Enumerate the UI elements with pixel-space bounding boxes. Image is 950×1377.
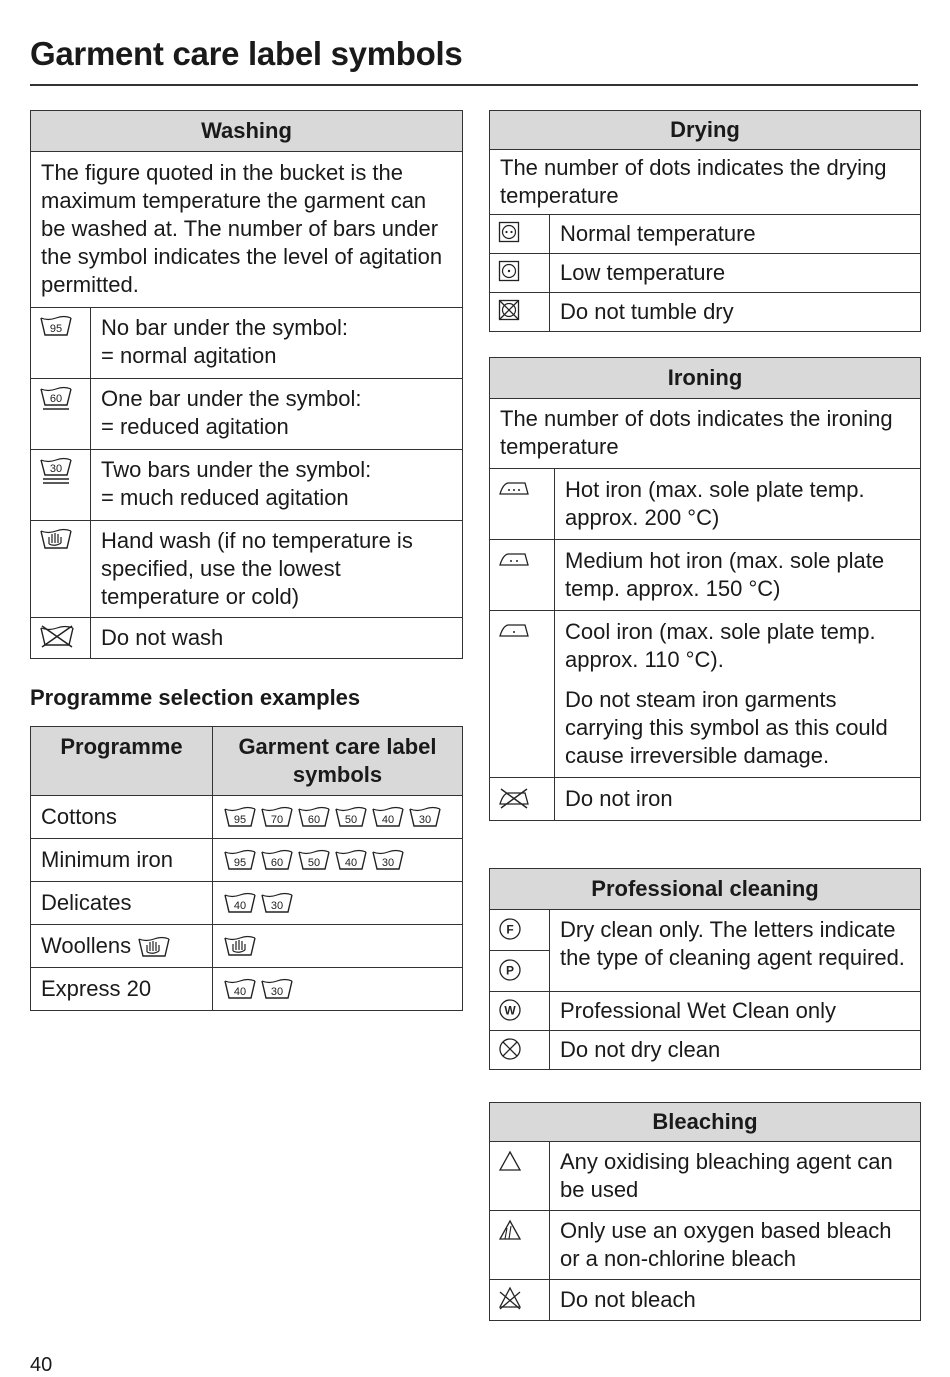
wash-70-icon: [260, 803, 294, 828]
svg-text:30: 30: [49, 463, 63, 475]
svg-text:30: 30: [270, 900, 284, 913]
svg-text:95: 95: [233, 857, 247, 870]
svg-text:60: 60: [270, 857, 284, 870]
bleaching-row-text: Any oxidising bleaching agent can be used: [550, 1142, 921, 1211]
bleach-oxygen-icon: [498, 1219, 541, 1241]
wash-50-icon: [334, 803, 368, 828]
drying-row: [490, 293, 921, 332]
hand-wash-icon: [39, 527, 82, 551]
ironing-heading: Ironing: [490, 358, 921, 399]
wash-40-icon: [223, 889, 257, 914]
wash-30-icon: [260, 889, 294, 914]
svg-text:40: 40: [381, 814, 395, 827]
do-not-bleach-icon: [498, 1286, 541, 1310]
svg-text:40: 40: [233, 986, 247, 999]
washing-row-line2: = normal agitation: [101, 343, 277, 368]
cleaning-row: [490, 992, 921, 1031]
washing-row: [31, 521, 463, 618]
ironing-row: [490, 611, 921, 778]
washing-row: [31, 379, 463, 450]
svg-text:50: 50: [344, 814, 358, 827]
programme-name: Minimum iron: [41, 847, 174, 872]
do-not-wash-icon: [39, 624, 82, 648]
wet-clean-w-icon: [498, 998, 541, 1022]
ironing-row: [490, 778, 921, 821]
iron-cool-icon: [498, 621, 546, 639]
wet-clean-text: Professional Wet Clean only: [550, 992, 921, 1031]
washing-row-line1: No bar under the symbol:: [101, 315, 349, 340]
iron-hot-icon: [498, 479, 546, 497]
programme-name: Woollens: [41, 933, 132, 958]
washing-row-line2: = much reduced agitation: [101, 485, 349, 510]
programme-column-header: Programme: [31, 727, 213, 796]
wash-60-icon: [297, 803, 331, 828]
ironing-row-text: Hot iron (max. sole plate temp. approx. 200 °C): [555, 469, 921, 540]
drying-heading: Drying: [490, 111, 921, 150]
wash-95-icon: [39, 314, 82, 338]
programme-name: Express 20: [41, 976, 152, 1001]
ironing-row-text: Do not iron: [555, 778, 921, 821]
bleaching-row: [490, 1280, 921, 1321]
programme-row: [31, 882, 463, 925]
programme-row: [31, 839, 463, 882]
cleaning-row: [490, 1031, 921, 1070]
svg-text:40: 40: [344, 857, 358, 870]
drying-row: [490, 215, 921, 254]
wash-60-one-bar-icon: [39, 385, 82, 413]
dry-clean-p-icon: [498, 958, 541, 982]
wash-60-icon: [260, 846, 294, 871]
washing-row: [31, 618, 463, 659]
drying-row-text: Normal temperature: [550, 215, 921, 254]
cleaning-table: [489, 868, 921, 1070]
bleaching-row: [490, 1142, 921, 1211]
programme-row: [31, 925, 463, 968]
iron-medium-icon: [498, 550, 546, 568]
wash-30-icon: [371, 846, 405, 871]
hand-wash-icon: [137, 933, 171, 958]
cleaning-row: [490, 910, 921, 951]
cleaning-heading: Professional cleaning: [490, 869, 921, 910]
hand-wash-icon: [223, 932, 257, 957]
bleaching-row-text: Do not bleach: [550, 1280, 921, 1321]
page-number: 40: [30, 1354, 53, 1376]
do-not-iron-icon: [498, 786, 546, 810]
do-not-tumble-dry-icon: [498, 299, 541, 321]
ironing-row-text: Medium hot iron (max. sole plate temp. approx. 150 °C): [555, 540, 921, 611]
svg-text:30: 30: [381, 857, 395, 870]
washing-heading: Washing: [31, 111, 463, 152]
symbols-column-header: Garment care label symbols: [213, 727, 463, 796]
no-dry-clean-text: Do not dry clean: [550, 1031, 921, 1070]
programme-name: Delicates: [41, 890, 132, 915]
title-rule: [30, 84, 918, 86]
wash-40-icon: [334, 846, 368, 871]
svg-text:W: W: [504, 1003, 516, 1018]
washing-row-line1: One bar under the symbol:: [101, 386, 362, 411]
washing-row: [31, 450, 463, 521]
programme-heading: Programme selection examples: [30, 685, 361, 710]
svg-text:70: 70: [270, 814, 284, 827]
bleach-any-icon: [498, 1150, 541, 1172]
ironing-row: [490, 540, 921, 611]
bleaching-row: [490, 1211, 921, 1280]
svg-text:60: 60: [49, 393, 63, 405]
washing-row-text: Do not wash: [91, 618, 463, 659]
bleaching-table: [489, 1102, 921, 1321]
washing-row-text: Hand wash (if no temperature is specified, use the lowest temperature or cold): [91, 521, 463, 618]
drying-table: [489, 110, 921, 332]
wash-30-icon: [260, 975, 294, 1000]
drying-row-text: Low temperature: [550, 254, 921, 293]
bleaching-heading: Bleaching: [490, 1103, 921, 1142]
svg-text:95: 95: [233, 814, 247, 827]
ironing-row-text: Cool iron (max. sole plate temp. approx. 110 °C).: [565, 619, 876, 672]
tumble-dry-low-icon: [498, 260, 541, 282]
svg-text:30: 30: [270, 986, 284, 999]
wash-40-icon: [223, 975, 257, 1000]
ironing-row: [490, 469, 921, 540]
programme-name: Cottons: [41, 804, 117, 829]
washing-row-line1: Two bars under the symbol:: [101, 457, 372, 482]
ironing-table: [489, 357, 921, 821]
wash-40-icon: [371, 803, 405, 828]
wash-95-icon: [223, 846, 257, 871]
wash-95-icon: [223, 803, 257, 828]
ironing-row-note: Do not steam iron garments carrying this symbol as this could cause irreversible damage.: [565, 687, 888, 768]
programme-table: [30, 726, 463, 1011]
svg-text:95: 95: [49, 323, 63, 335]
svg-text:F: F: [506, 922, 514, 937]
washing-row-line2: = reduced agitation: [101, 414, 289, 439]
wash-30-two-bars-icon: [39, 456, 82, 486]
drying-row-text: Do not tumble dry: [550, 293, 921, 332]
svg-text:P: P: [505, 963, 515, 978]
svg-text:40: 40: [233, 900, 247, 913]
wash-50-icon: [297, 846, 331, 871]
do-not-dry-clean-icon: [498, 1037, 541, 1061]
washing-row: [31, 308, 463, 379]
drying-row: [490, 254, 921, 293]
svg-text:30: 30: [418, 814, 432, 827]
dry-clean-text: Dry clean only. The letters indicate the type of cleaning agent required.: [550, 910, 921, 992]
dry-clean-f-icon: [498, 917, 541, 941]
programme-row: [31, 968, 463, 1011]
bleaching-row-text: Only use an oxygen based bleach or a non-chlorine bleach: [550, 1211, 921, 1280]
ironing-intro: The number of dots indicates the ironing temperature: [490, 399, 921, 469]
washing-table: [30, 110, 463, 659]
page-title: Garment care label symbols: [30, 35, 463, 72]
washing-intro: The figure quoted in the bucket is the maximum temperature the garment can be washed at. The number of bars under the symbol indicates the level of agitation permitted.: [31, 152, 463, 308]
programme-row: [31, 796, 463, 839]
wash-30-icon: [408, 803, 442, 828]
tumble-dry-normal-icon: [498, 221, 541, 243]
svg-text:60: 60: [307, 814, 321, 827]
svg-text:50: 50: [307, 857, 321, 870]
drying-intro: The number of dots indicates the drying temperature: [490, 150, 921, 215]
